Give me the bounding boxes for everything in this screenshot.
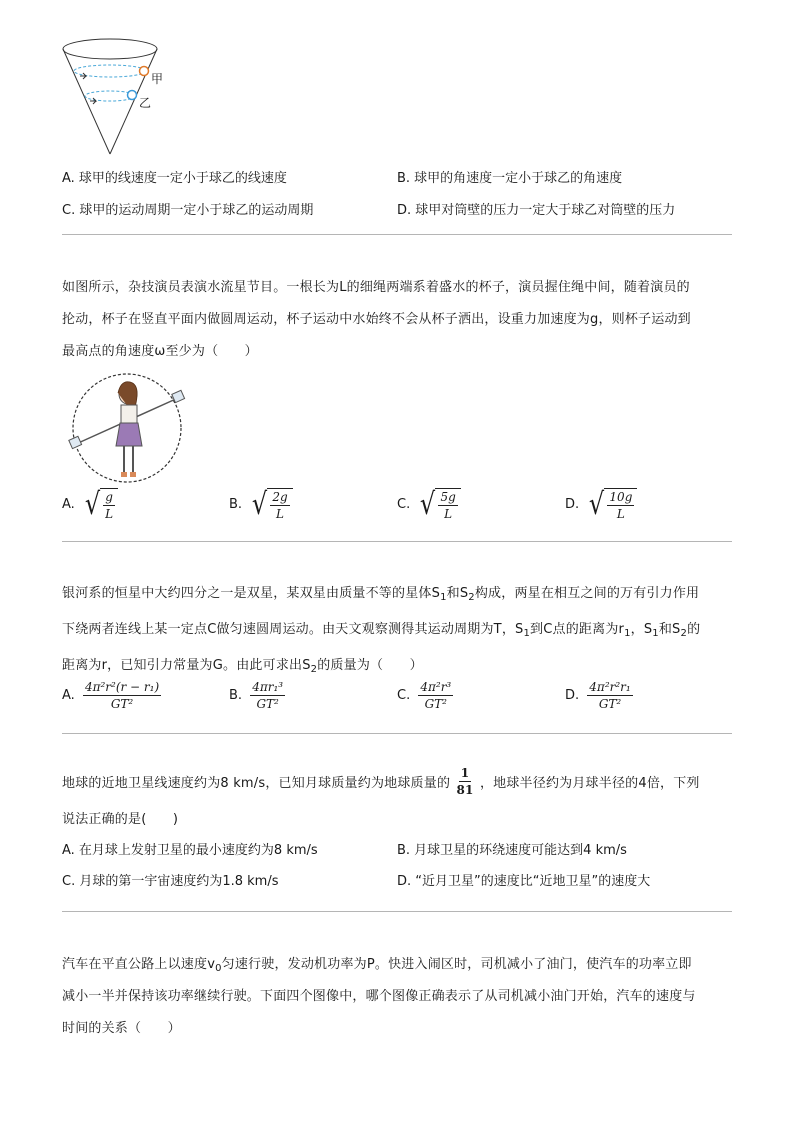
option-d: D. √ $\frac{10g}{L}$ (565, 488, 637, 521)
option-c: C. √ $\frac{5g}{L}$ (397, 488, 461, 521)
option-a: A. √ $\frac{g}{L}$ (62, 488, 118, 521)
option-d: D. “近月卫星”的速度比“近地卫星”的速度大 (397, 874, 651, 889)
question-text: 下绕两者连线上某一定点C做匀速圆周运动。由天文观察测得其运动周期为T，$S_1$到C点的距离为$r_1$，$S_1$和$S_2$的 (62, 622, 701, 639)
divider (62, 234, 732, 235)
option-b: B. √ $\frac{2g}{L}$ (229, 488, 293, 521)
option-a: A. 在月球上发射卫星的最小速度约为8 km/s (62, 843, 318, 858)
question-text: 时间的关系（ ） (62, 1021, 181, 1036)
option-d: D. 球甲对筒壁的压力一定大于球乙对筒壁的压力 (397, 203, 676, 218)
question-text: 抡动，杯子在竖直平面内做圆周运动，杯子运动中水始终不会从杯子洒出，设重力加速度为g，则杯子运动到 (62, 312, 691, 327)
performer-figure (66, 368, 188, 488)
option-a: A. $\frac{\text{4π²r²(r − r₁)}}{\text{GT²}}$ (62, 680, 160, 711)
question-text: 银河系的恒星中大约四分之一是双星，某双星由质量不等的星体$S_1$和$S_2$构成，两星在相互之间的万有引力作用 (62, 586, 700, 603)
option-b: B. $\frac{\text{4πr₁³}}{\text{GT²}}$ (229, 680, 284, 711)
option-c: C. $\frac{\text{4π²r³}}{\text{GT²}}$ (397, 680, 452, 711)
divider (62, 911, 732, 912)
ball-a-label: 甲 (151, 72, 164, 86)
question-text: 汽车在平直公路上以速度$v_0$匀速行驶，发动机功率为P。快进入闹区时，司机减小了油门，使汽车的功率立即 (62, 957, 692, 974)
option-c: C. 球甲的运动周期一定小于球乙的运动周期 (62, 203, 314, 218)
cone-figure (60, 36, 170, 158)
option-b: B. 球甲的角速度一定小于球乙的角速度 (397, 171, 623, 186)
option-b: B. 月球卫星的环绕速度可能达到4 km/s (397, 843, 627, 858)
divider (62, 733, 732, 734)
divider (62, 541, 732, 542)
option-d: D. $\frac{\text{4π²r²r₁}}{\text{GT²}}$ (565, 680, 631, 711)
question-text: 说法正确的是( ) (62, 812, 179, 827)
question-text: 减小一半并保持该功率继续行驶。下面四个图像中，哪个图像正确表示了从司机减小油门开始，汽车的速度与 (62, 989, 696, 1004)
question-text: 如图所示，杂技演员表演水流星节目。一根长为L的细绳两端系着盛水的杯子，演员握住绳中间，随着演员的 (62, 280, 690, 295)
ball-b (128, 91, 137, 100)
question-text: 地球的近地卫星线速度约为8 km/s，已知月球质量约为地球质量的 $\frac{1}{81}$ ，地球半径约为月球半径的4倍，下列 (62, 766, 700, 797)
ball-a (140, 67, 149, 76)
question-text: 最高点的角速度ω至少为（ ） (62, 344, 258, 359)
option-a: A. 球甲的线速度一定小于球乙的线速度 (62, 171, 287, 186)
ball-b-label: 乙 (139, 96, 152, 110)
option-c: C. 月球的第一宇宙速度约为1.8 km/s (62, 874, 279, 889)
question-text: 距离为r，已知引力常量为G。由此可求出$S_2$的质量为（ ） (62, 658, 423, 675)
